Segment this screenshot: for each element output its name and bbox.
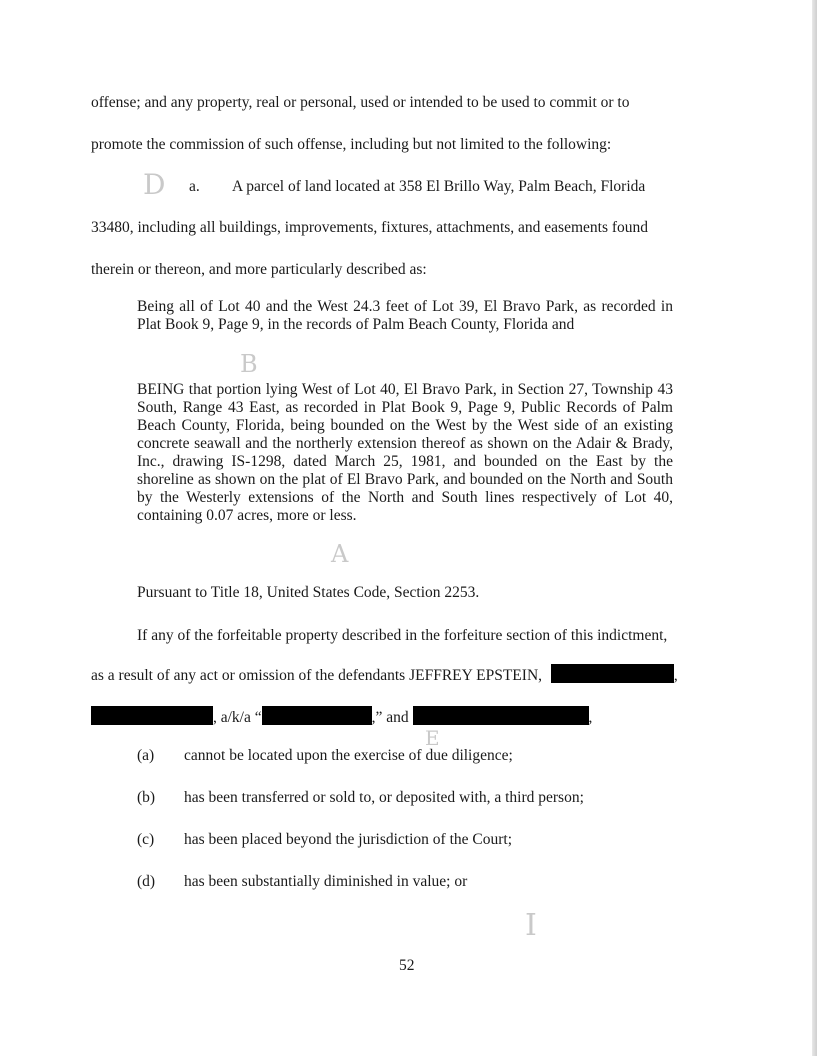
- redaction-box: [413, 706, 589, 725]
- comma: ,: [673, 667, 678, 684]
- list-text-c: has been placed beyond the jurisdiction of the Court;: [184, 831, 512, 848]
- item-a-label: a.: [189, 178, 200, 195]
- handwritten-b-mark: B: [240, 350, 258, 378]
- list-label-d: (d): [137, 873, 156, 890]
- list-text-b: has been transferred or sold to, or deposited with, a third person;: [184, 789, 584, 806]
- aka-line: [91, 706, 592, 727]
- handwritten-d-mark: D: [143, 168, 166, 201]
- aka-text: , a/k/a “: [213, 709, 262, 726]
- defendants-text: as a result of any act or omission of the defendants JEFFREY EPSTEIN,: [91, 667, 543, 684]
- item-a-text: A parcel of land located at 358 El Brillo Way, Palm Beach, Florida: [232, 178, 646, 195]
- redaction-box: [91, 706, 213, 725]
- redaction-box: [262, 706, 372, 725]
- redaction-box: [551, 664, 674, 683]
- body-line-4: 33480, including all buildings, improvements, fixtures, attachments, and easements found: [91, 219, 649, 236]
- page-number: 52: [399, 957, 415, 974]
- and-text: ,” and: [371, 709, 409, 726]
- handwritten-i-mark: I: [525, 908, 537, 943]
- body-line-1: offense; and any property, real or personal, used or intended to be used to commit or to: [91, 94, 630, 111]
- list-label-c: (c): [137, 831, 155, 848]
- list-label-b: (b): [137, 789, 156, 806]
- handwritten-mark: E: [425, 726, 440, 750]
- list-label-a: (a): [137, 747, 155, 764]
- pursuant-line: Pursuant to Title 18, United States Code, Section 2253.: [137, 584, 480, 601]
- list-text-a: cannot be located upon the exercise of due diligence;: [184, 747, 513, 764]
- substitute-para-start: If any of the forfeitable property described in the forfeiture section of this indictment,: [137, 627, 668, 644]
- body-line-5: therein or thereon, and more particularly described as:: [91, 261, 427, 278]
- page-edge: [812, 0, 817, 1056]
- list-text-d: has been substantially diminished in value; or: [184, 873, 468, 890]
- body-line-2: promote the commission of such offense, including but not limited to the following:: [91, 136, 612, 153]
- comma: ,: [588, 709, 593, 726]
- legal-description-para-1: Being all of Lot 40 and the West 24.3 feet of Lot 39, El Bravo Park, as recorded in Plat Book 9, Page 9, in the records of Palm Beach County, Florida and: [137, 298, 673, 333]
- handwritten-a-mark: A: [331, 540, 349, 568]
- legal-description-para-2: BEING that portion lying West of Lot 40, El Bravo Park, in Section 27, Township 43 South, Range 43 East, as recorded in Plat Book 9, Page 9, Public Records of Palm Beach County, Florida, being bounded on the West by the West side of an existing concrete seawall and the northerly extension thereof as shown on the Adair & Brady, Inc., drawing IS-1298, dated March 25, 1981, and bounded on the East by the shoreline as shown on the plat of El Bravo Park, and bounded on the North and South by the Westerly extensions of the North and South lines respectively of Lot 40, containing 0.07 acres, more or less.: [137, 381, 673, 524]
- defendants-line: [91, 664, 678, 685]
